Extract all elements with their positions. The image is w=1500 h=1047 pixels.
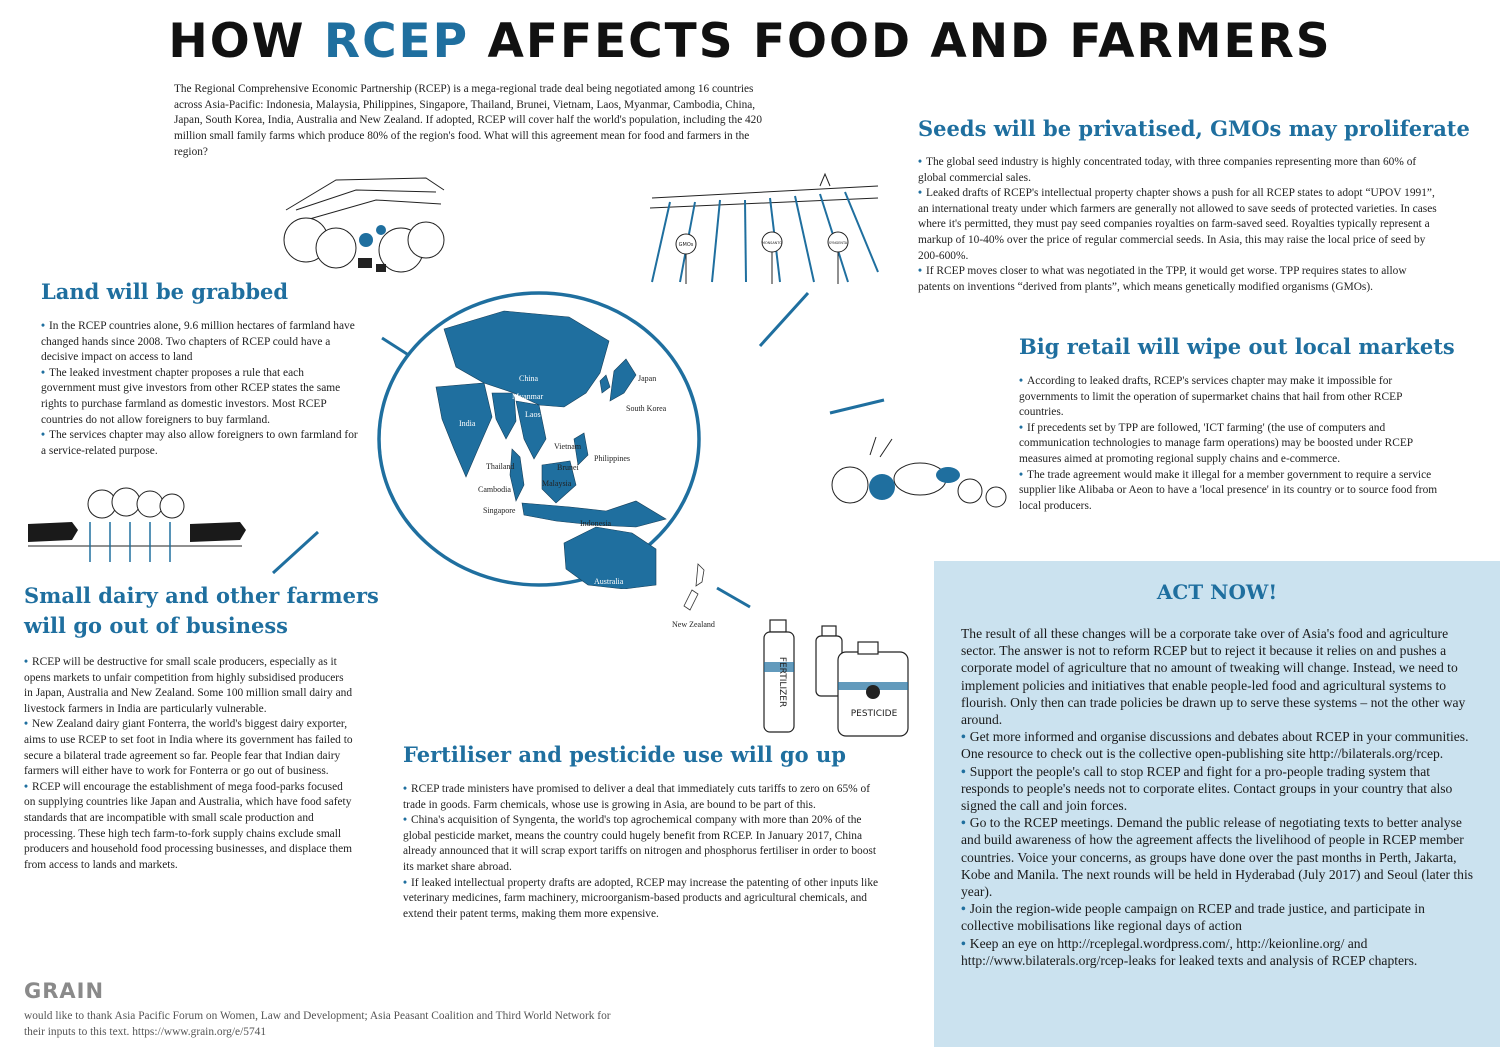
label-vietnam: Vietnam (554, 442, 582, 451)
dairy-bullet-2: • New Zealand dairy giant Fonterra, the world's biggest dairy exporter, aims to use RCEP to set foot in India where its government has failed to secure a bilateral trade agreement so far. People fear that Indian dairy farmers will either have to work for Fonterra or go out of business. (24, 718, 353, 778)
act-bullet-4: • Join the region-wide people campaign on RCEP and trade justice, and participate in collective mobilisations like regional days of action (961, 901, 1425, 934)
seed-field-illustration (650, 162, 880, 287)
label-myanmar: Myanmar (512, 392, 544, 401)
label-brunei: Brunei (557, 463, 579, 472)
rcep-map (374, 289, 704, 589)
label-japan: Japan (638, 374, 657, 383)
sign-label-gmos: GMOs (678, 242, 694, 248)
new-zealand-shape (680, 560, 720, 620)
label-philippines: Philippines (594, 454, 631, 463)
act-intro: The result of all these changes will be a corporate take over of Asia's food and agriculture sector. The answer is not to reform RCEP but to reject it because it relies on and pushes a corporate model of agriculture that no amount of tweaking will change. Instead, we need to implement policies and initiatives that enable people-led food and agricultural systems to flourish. Only then can trade policies be drawn up to serve these systems – not the other way around. (961, 626, 1466, 728)
label-indonesia: Indonesia (580, 519, 612, 528)
forest-illustration (276, 170, 446, 288)
text-fertiliser (403, 782, 879, 922)
seeds-bullet-1: • The global seed industry is highly concentrated today, with three companies representing more than 60% of global commercial sales. (918, 156, 1417, 184)
retail-bullet-1: • According to leaked drafts, RCEP's services chapter may make it impossible for governments to limit the operation of supermarket chains that hail from other RCEP countries. (1019, 375, 1402, 419)
label-china: China (519, 374, 539, 383)
vegetables-illustration (820, 435, 1020, 515)
dairy-illustration (20, 482, 250, 572)
label-malaysia: Malaysia (542, 479, 572, 488)
dairy-bullet-3: • RCEP will encourage the establishment of mega food-parks focused on supplying countries like Japan and Australia, which have food safety standards that are incompatible with small scale production and processing. These high tech farm-to-fork supply chains exclude small producers and household food processing businesses, and displace them from access to lands and markets. (24, 780, 353, 871)
sign-label-monsanto: MONSANTO (762, 241, 782, 245)
seeds-bullet-3: • If RCEP moves closer to what was negotiated in the TPP, it would get worse. TPP requires states to allow patents on inventions “derived from plants”, which means genetically modified organisms (GMOs). (918, 265, 1407, 293)
land-bullet-1: • In the RCEP countries alone, 9.6 million hectares of farmland have changed hands since 2008. Two chapters of RCEP could have a decisive impact on access to land (41, 320, 355, 364)
seeds-bullet-2: • Leaked drafts of RCEP's intellectual property chapter shows a push for all RCEP states to adopt “UPOV 1991”, an international treaty under which farmers are generally not allowed to save seeds of protected varieties. In cases where it's permitted, they must pay seed companies royalties on farm-saved seed. Royalties typically represent a markup of 10-40% over the price of regular commercial seeds. In Asia, this may raise the local price of seed by 200-600%. (918, 187, 1437, 262)
retail-bullet-3: • The trade agreement would make it illegal for a member government to require a service supplier like Alibaba or Aeon to have a 'local presence' in its country or to source food from local producers. (1019, 468, 1438, 512)
act-bullet-5: • Keep an eye on http://rceplegal.wordpress.com/, http://keionline.org/ and http://www.bilaterals.org/rcep-leaks for leaked texts and analysis of RCEP chapters. (961, 935, 1418, 968)
land-bullet-2: • The leaked investment chapter proposes a rule that each government must give investors from other RCEP states the same rights to purchase farmland as domestic investors. Most RCEP countries do not allow foreigners to buy farmland. (41, 366, 341, 426)
land-bullet-3: • The services chapter may also allow foreigners to own farmland for a service-related purpose. (41, 429, 358, 457)
dairy-bullet-1: • RCEP will be destructive for small scale producers, especially as it opens markets to unfair competition from highly subsidised producers in Japan, Australia and New Zealand. Some 100 million small dairy and livestock farmers in India are particularly vulnerable. (24, 656, 353, 715)
label-laos: Laos (525, 410, 541, 419)
retail-bullet-2: • If precedents set by TPP are followed, 'ICT farming' (the use of computers and communication technologies to manage farm operations) may be boosted under RCEP measures aimed at promoting regional supply chains and e-commerce. (1019, 421, 1413, 465)
pesticide-label: PESTICIDE (850, 709, 898, 719)
text-land (41, 319, 361, 459)
label-singapore: Singapore (483, 506, 516, 515)
heading-fertiliser: Fertiliser and pesticide use will go up (403, 742, 846, 767)
footer-acknowledgement: would like to thank Asia Pacific Forum on Women, Law and Development; Asia Peasant Coalition and Third World Network for their inputs to this text. https://www.grain.org/e/5741 (24, 1010, 611, 1038)
chemical-jugs-illustration (758, 612, 918, 742)
intro-paragraph: The Regional Comprehensive Economic Partnership (RCEP) is a mega-regional trade deal being negotiated among 16 countries across Asia-Pacific: Indonesia, Malaysia, Philippines, Singapore, Thailand, Brunei, Vietnam, Laos, Myanmar, Cambodia, China, Japan, South Korea, India, Australia and New Zealand. If adopted, RCEP will cover half the world's population, including the 420 million small family farms which produce 80% of the region's food. What will this agreement mean for food and farmers in the region? (174, 83, 762, 158)
heading-dairy: Small dairy and other farmers will go out of business (24, 583, 379, 638)
text-dairy (24, 655, 354, 873)
label-new-zealand-outer: New Zealand (672, 620, 715, 629)
heading-land: Land will be grabbed (41, 279, 289, 304)
fertiliser-bullet-3: • If leaked intellectual property drafts are adopted, RCEP may increase the patenting of other inputs like veterinary medicines, farm machinery, microorganism-based products and agricultural chemicals, and extend their patent terms, making them more expensive. (403, 876, 879, 920)
act-bullet-3: • Go to the RCEP meetings. Demand the public release of negotiating texts to better analyse and build awareness of how the agreement affects the livelihood of people in RCEP member countries. Voice your concerns, as groups have done over the past months in Perth, Jakarta, Kobe and Manila. The next rounds will be held in Hyderabad (July 2017) and Seoul (later this year). (961, 815, 1474, 900)
label-south-korea: South Korea (626, 404, 667, 413)
fertiliser-bullet-2: • China's acquisition of Syngenta, the world's top agrochemical company with more than 20% of the global pesticide market, means the country could hugely benefit from RCEP. In January 2017, China already announced that it will scrap export tariffs on nitrogen and phosphorus fertiliser in order to boost its market share abroad. (403, 814, 877, 873)
text-seeds (918, 155, 1438, 295)
label-thailand: Thailand (486, 462, 515, 471)
fertiliser-bullet-1: • RCEP trade ministers have promised to deliver a deal that immediately cuts tariffs to zero on 65% of trade in goods. Farm chemicals, whose use is growing in Asia, are bound to be part of this. (403, 783, 870, 811)
act-bullet-2: • Support the people's call to stop RCEP and fight for a pro-people trading system that responds to people's needs not to corporate elites. Contact groups in your country that also signed the call and join forces. (961, 763, 1453, 814)
heading-seeds: Seeds will be privatised, GMOs may proliferate (918, 116, 1470, 141)
label-cambodia: Cambodia (478, 485, 511, 494)
fertilizer-label: FERTILIZER (777, 656, 787, 708)
text-retail (1019, 374, 1439, 514)
grain-logo: GRAIN (24, 979, 105, 1003)
heading-retail: Big retail will wipe out local markets (1019, 334, 1455, 359)
page-title: HOW RCEP AFFECTS FOOD AND FARMERS (168, 14, 1332, 69)
label-india: India (459, 419, 476, 428)
text-act-now (961, 625, 1481, 969)
act-bullet-1: • Get more informed and organise discussions and debates about RCEP in your communities. One resource to check out is the collective open-publishing site http://bilaterals.org/rcep. (961, 729, 1469, 762)
sign-label-syngenta: SYNGENTA (828, 241, 848, 245)
label-australia: Australia (594, 577, 624, 586)
heading-act-now: ACT NOW! (1156, 580, 1278, 604)
